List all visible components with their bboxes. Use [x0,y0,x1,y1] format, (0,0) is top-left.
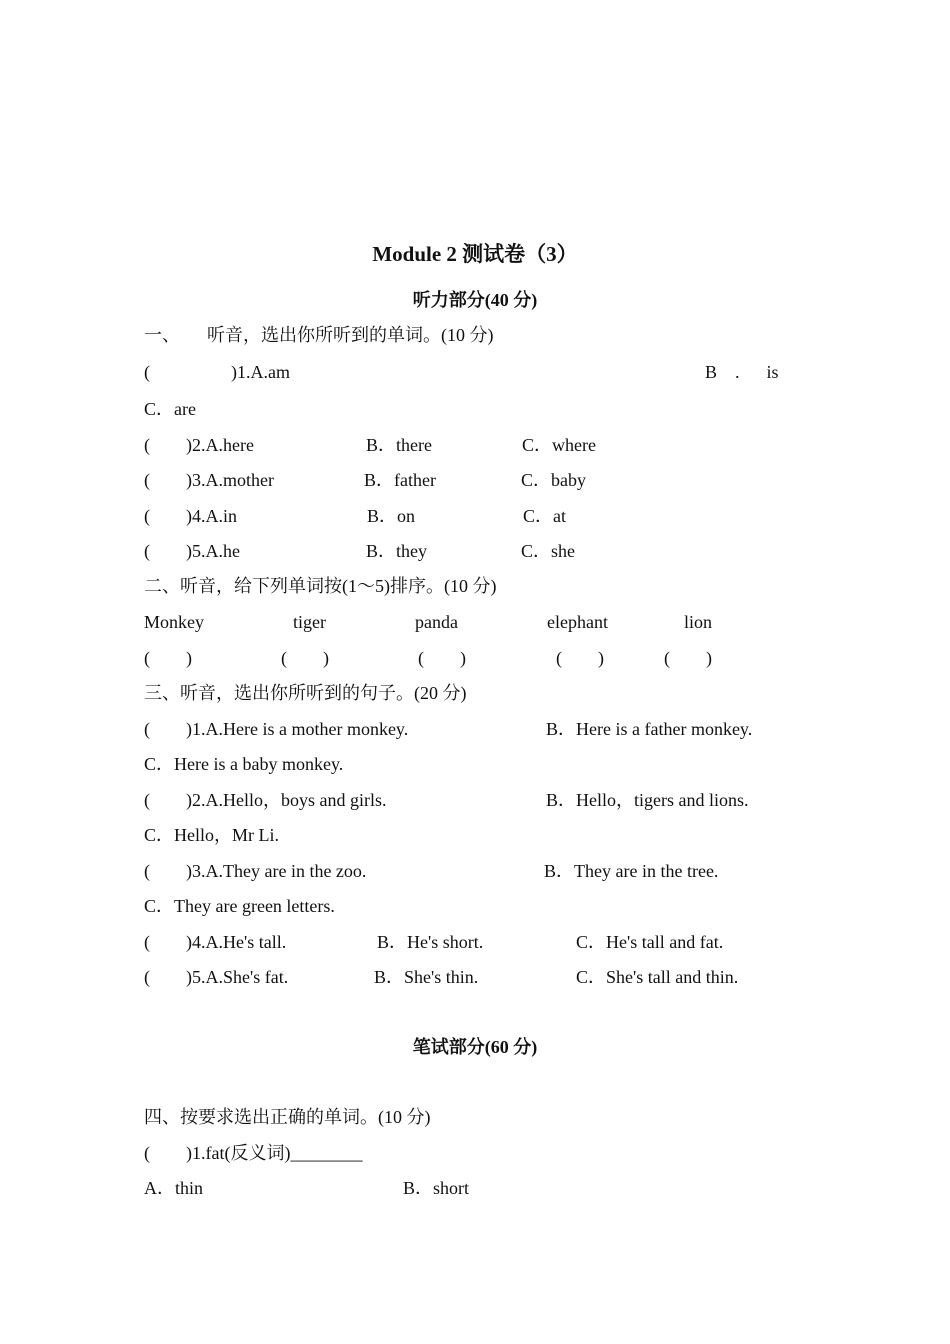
part3-q2-c: C．Hello，Mr Li. [144,825,279,845]
part3-q3-c: C．They are green letters. [144,896,335,916]
part3-q2-a: ( )2.A.Hello，boys and girls. [144,790,387,810]
part2-word-tiger: tiger [293,612,326,632]
part1-q3-b: B．father [364,470,436,490]
part2-blank-3: ( ) [418,648,466,668]
part3-q2-b: B．Hello，tigers and lions. [546,790,749,810]
page-title: Module 2 测试卷（3） [372,242,578,266]
part4-q1: ( )1.fat(反义词)________ [144,1143,363,1163]
part1-q1-b: B . is [705,362,779,382]
part3-q5-a: ( )5.A.She's fat. [144,967,289,987]
part1-q5-c: C．she [521,541,575,561]
part1-q4-b: B．on [367,506,416,526]
part1-q3-c: C．baby [521,470,586,490]
part3-q3-b: B．They are in the tree. [544,861,719,881]
part2-word-panda: panda [415,612,458,632]
part1-q1-c: C．are [144,399,196,419]
part1-q2-b: B．there [366,435,432,455]
part2-word-lion: lion [684,612,713,632]
part2-blank-2: ( ) [281,648,329,668]
part3-q5-b: B．She's thin. [374,967,479,987]
part1-q4-c: C．at [523,506,566,526]
part2-blank-5: ( ) [664,648,712,668]
part4-q1-b: B．short [403,1178,470,1198]
part4-q1-a: A．thin [144,1178,204,1198]
part3-q4-c: C．He's tall and fat. [576,932,724,952]
part3-q1-a: ( )1.A.Here is a mother monkey. [144,719,409,739]
part2-blank-4: ( ) [556,648,604,668]
part2-word-elephant: elephant [547,612,608,632]
part1-q2-a: ( )2.A.here [144,435,254,455]
part1-q5-b: B．they [366,541,427,561]
part2-word-monkey: Monkey [144,612,204,632]
part2-heading: 二、听音，给下列单词按(1～5)排序。(10 分) [144,576,497,596]
part3-q4-a: ( )4.A.He's tall. [144,932,287,952]
part3-q5-c: C．She's tall and thin. [576,967,739,987]
part1-heading: 一、 听音，选出你所听到的单词。(10 分) [144,325,494,345]
part3-q1-b: B．Here is a father monkey. [546,719,753,739]
part3-q4-b: B．He's short. [377,932,484,952]
part3-q3-a: ( )3.A.They are in the zoo. [144,861,367,881]
part2-blank-1: ( ) [144,648,192,668]
part1-q4-a: ( )4.A.in [144,506,237,526]
part4-heading: 四、按要求选出正确的单词。(10 分) [144,1107,431,1127]
part3-heading: 三、听音，选出你所听到的句子。(20 分) [144,683,467,703]
part1-q1-a: ( )1.A.am [144,362,290,382]
listening-section-header: 听力部分(40 分) [412,290,538,310]
part3-q1-c: C．Here is a baby monkey. [144,754,344,774]
writing-section-header: 笔试部分(60 分) [412,1037,538,1057]
part1-q2-c: C．where [522,435,596,455]
part1-q3-a: ( )3.A.mother [144,470,274,490]
part1-q5-a: ( )5.A.he [144,541,240,561]
